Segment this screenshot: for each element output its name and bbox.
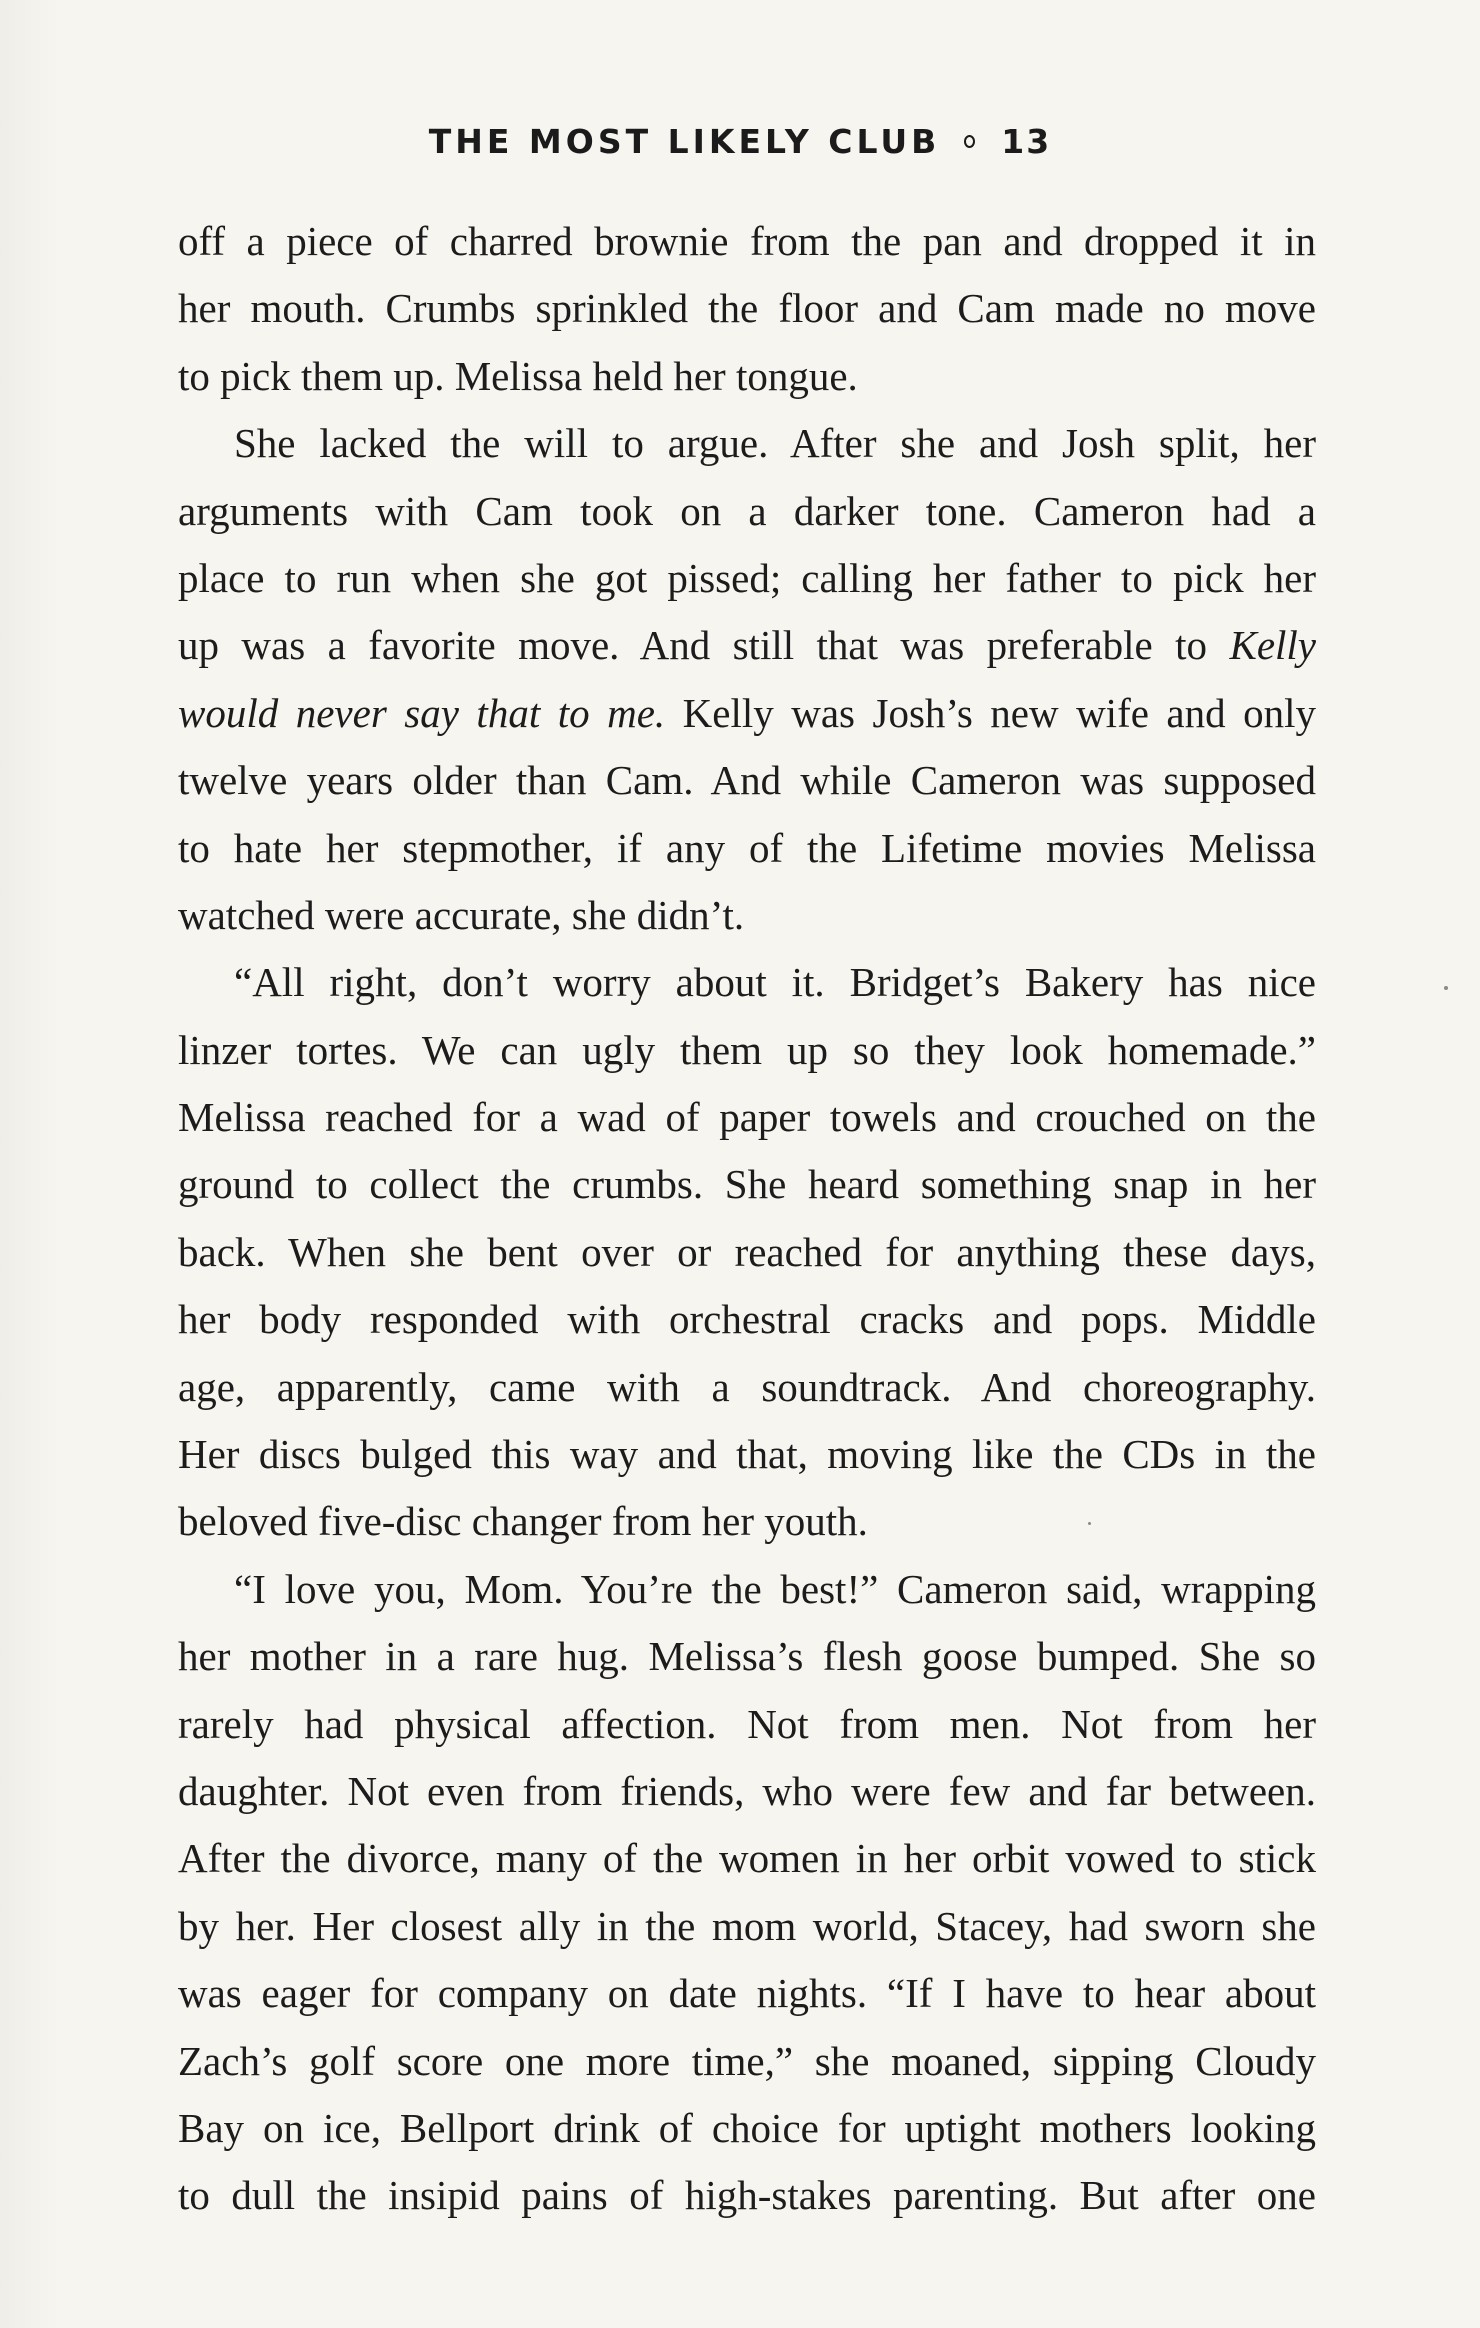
text-line xyxy=(178,949,1316,1016)
line-text: Melissa reached for a wad of paper towels and crouched on the xyxy=(178,1094,1316,1141)
text-line xyxy=(178,478,1316,545)
line-text: to pick them up. Melissa held her tongue. xyxy=(178,352,858,399)
text-line xyxy=(178,1488,1316,1555)
line-text: Bay on ice, Bellport drink of choice for uptight mothers looking xyxy=(178,2104,1316,2151)
line-text: to dull the insipid pains of high-stakes parenting. But after one xyxy=(178,2172,1316,2219)
print-speck xyxy=(1444,986,1448,990)
line-text: beloved five-disc changer from her youth. xyxy=(178,1498,868,1545)
text-line xyxy=(178,1691,1316,1758)
text-line xyxy=(178,1219,1316,1286)
line-text: place to run when she got pissed; calling her father to pick her xyxy=(178,554,1316,601)
text-line xyxy=(178,882,1316,949)
line-text: back. When she bent over or reached for anything these days, xyxy=(178,1228,1316,1275)
text-line xyxy=(178,410,1316,477)
line-text: was eager for company on date nights. “If I have to hear about xyxy=(178,1970,1316,2017)
italic-text: would never say that to me. xyxy=(178,689,666,736)
line-text: daughter. Not even from friends, who were few and far between. xyxy=(178,1767,1316,1814)
text-line xyxy=(178,747,1316,814)
text-line xyxy=(178,1960,1316,2027)
text-line xyxy=(178,1421,1316,1488)
text-line xyxy=(178,1151,1316,1218)
text-line xyxy=(178,1017,1316,1084)
line-text: rarely had physical affection. Not from men. Not from her xyxy=(178,1700,1316,1747)
line-text: up was a favorite move. And still that was preferable to xyxy=(178,622,1230,669)
line-text: her mother in a rare hug. Melissa’s flesh goose bumped. She so xyxy=(178,1633,1316,1680)
text-line xyxy=(178,545,1316,612)
running-head-title: THE MOST LIKELY CLUB xyxy=(428,122,941,161)
page-number: 13 xyxy=(1001,122,1052,161)
line-text: Zach’s golf score one more time,” she moaned, sipping Cloudy xyxy=(178,2037,1316,2084)
line-text: After the divorce, many of the women in her orbit vowed to stick xyxy=(178,1835,1316,1882)
line-text: Kelly was Josh’s new wife and only xyxy=(665,689,1317,736)
text-line xyxy=(178,208,1316,275)
line-text: watched were accurate, she didn’t. xyxy=(178,891,745,938)
text-line xyxy=(178,2162,1316,2229)
text-line xyxy=(178,612,1316,679)
print-speck xyxy=(1088,1522,1091,1525)
line-text: arguments with Cam took on a darker tone. Cameron had a xyxy=(178,487,1316,534)
text-line xyxy=(178,343,1316,410)
text-line xyxy=(178,1556,1316,1623)
line-text: to hate her stepmother, if any of the Lifetime movies Melissa xyxy=(178,824,1316,871)
line-text: off a piece of charred brownie from the pan and dropped it in xyxy=(178,218,1316,264)
separator-dot-icon xyxy=(964,135,975,148)
text-line xyxy=(178,2028,1316,2095)
text-line xyxy=(178,1623,1316,1690)
line-text: by her. Her closest ally in the mom world, Stacey, had sworn she xyxy=(178,1902,1316,1949)
line-text: Her discs bulged this way and that, moving like the CDs in the xyxy=(178,1431,1316,1478)
text-line xyxy=(178,1084,1316,1151)
line-text: linzer tortes. We can ugly them up so they look homemade.” xyxy=(178,1026,1316,1073)
running-head xyxy=(0,118,1480,166)
text-line xyxy=(178,1825,1316,1892)
line-text: “All right, don’t worry about it. Bridget’s Bakery has nice xyxy=(234,959,1316,1006)
line-text: age, apparently, came with a soundtrack. And choreography. xyxy=(178,1363,1316,1410)
line-text: ground to collect the crumbs. She heard something snap in her xyxy=(178,1161,1316,1208)
line-text: her body responded with orchestral cracks and pops. Middle xyxy=(178,1296,1316,1343)
line-text: her mouth. Crumbs sprinkled the floor and Cam made no move xyxy=(178,285,1316,332)
text-line xyxy=(178,1286,1316,1353)
text-line xyxy=(178,2095,1316,2162)
text-line xyxy=(178,815,1316,882)
text-line xyxy=(178,680,1316,747)
italic-text: Kelly xyxy=(1229,622,1316,669)
text-line xyxy=(178,1893,1316,1960)
line-text: “I love you, Mom. You’re the best!” Cameron said, wrapping xyxy=(234,1565,1316,1612)
body-text xyxy=(178,208,1316,2230)
line-text: twelve years older than Cam. And while Cameron was supposed xyxy=(178,757,1316,804)
text-line xyxy=(178,275,1316,342)
line-text: She lacked the will to argue. After she and Josh split, her xyxy=(234,420,1316,467)
text-line xyxy=(178,1354,1316,1421)
text-line xyxy=(178,1758,1316,1825)
